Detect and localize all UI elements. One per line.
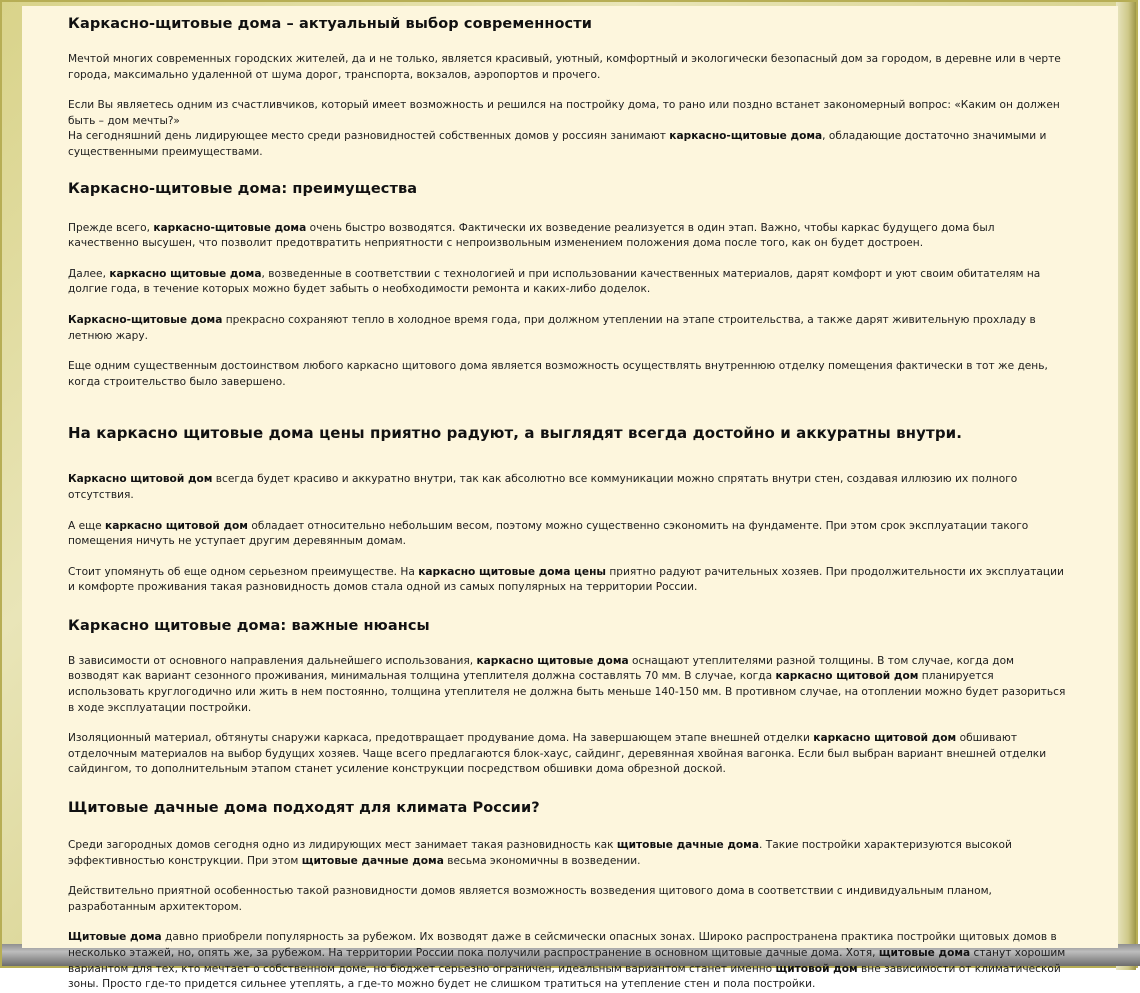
paragraph-advantage-2: Далее, каркасно щитовые дома, возведенные в соответствии с технологией и при использовании качественных материалов, дарят комфорт и уют своим обитателям на долгие года, в течение которых можно будет забыть о необходимости ремонта и каких-либо доделок. (68, 267, 1041, 296)
heading-nuances: Каркасно щитовые дома: важные нюансы (68, 617, 430, 634)
paragraph-climate-3: Щитовые дома давно приобрели популярность за рубежом. Их возводят даже в сейсмически опасных зонах. Широко распространена практика постройки щитовых домов в несколько этажей, но, опять же, за рубежом. На территории России пока получили распространение в основном щитовые дачные дома. Хотя, щитовые дома станут хорошим вариантом для тех, кто мечтает о собственном доме, но бюджет серьезно ограничен, идеальным вариантом станет именно щитовой дом вне зависимости от климатической зоны. Просто где-то придется сильнее утеплять, а где-то можно будет не слишком тратиться на утепление стен и пола постройки. (68, 931, 1066, 991)
paragraph-prices-2: А еще каркасно щитовой дом обладает относительно небольшим весом, поэтому можно существенно сэкономить на фундаменте. При этом срок эксплуатации такого помещения ничуть не уступает другим деревянным домам. (68, 519, 1029, 548)
paragraph-advantage-3: Каркасно-щитовые дома прекрасно сохраняют тепло в холодное время года, при должном утеплении на этапе строительства, а также дарят живительную прохладу в летнюю жару. (68, 313, 1036, 342)
heading-prices: На каркасно щитовые дома цены приятно радуют, а выглядят всегда достойно и аккуратны внутри. (68, 424, 963, 443)
heading-main: Каркасно-щитовые дома – актуальный выбор современности (68, 16, 593, 32)
paragraph-advantage-1: Прежде всего, каркасно-щитовые дома очень быстро возводятся. Фактически их возведение реализуется в один этап. Важно, чтобы каркас будущего дома был качественно высушен, что позволит предотвратить неприятности с непроизвольным изменением положения дома после того, как он будет достроен. (68, 221, 995, 250)
frame-bevel-right (1116, 2, 1136, 970)
paragraph-climate-1: Среди загородных домов сегодня одно из лидирующих мест занимает такая разновидность как щитовые дачные дома. Такие постройки характеризуются высокой эффективностью конструкции. При этом щитовые дачные дома весьма экономичны в возведении. (68, 839, 1012, 867)
paragraph-climate-2: Действительно приятной особенностью такой разновидности домов является возможность возведения щитового дома в соответствии с индивидуальным планом, разработанным архитектором. (68, 885, 992, 913)
paragraph-prices-3: Стоит упомянуть об еще одном серьезном преимуществе. На каркасно щитовые дома цены приятно радуют рачительных хозяев. При продолжительности их эксплуатации и комфорте проживания такая разновидность домов стала одной из самых популярных на территории России. (68, 565, 1064, 594)
paragraph-nuances-1: В зависимости от основного направления дальнейшего использования, каркасно щитовые дома оснащают утеплителями разной толщины. В том случае, когда дом возводят как вариант сезонного проживания, минимальная толщина утеплителя должна составлять 70 мм. В случае, когда каркасно щитовой дом планируется использовать круглогодично или жить в нем постоянно, толщина утеплителя не должна быть меньше 140-150 мм. В противном случае, на отоплении можно будет разориться в ходе эксплуатации постройки. (68, 654, 1066, 714)
paragraph-intro-2: Если Вы являетесь одним из счастливчиков, который имеет возможность и решился на постройку дома, то рано или поздно встанет закономерный вопрос: «Каким он должен быть – дом мечты?» На сегодняшний день лидирующее место среди разновидностей собственных домов у россиян занимают каркасно-щитовые дома, обладающие достаточно значимыми и существенными преимуществами. (68, 99, 1060, 158)
paragraph-nuances-2: Изоляционный материал, обтянуты снаружи каркаса, предотвращает продувание дома. На завершающем этапе внешней отделки каркасно щитовой дом обшивают отделочным материалов на выбор будущих хозяев. Чаще всего предлагаются блок-хаус, сайдинг, деревянная хвойная вагонка. Если был выбран вариант внешней отделки сайдингом, то дополнительным этапом станет усиление конструкции посредством обшивки дома обрезной доской. (68, 732, 1047, 776)
paragraph-prices-1: Каркасно щитовой дом всегда будет красиво и аккуратно внутри, так как абсолютно все коммуникации можно спрятать внутри стен, создавая иллюзию их полного отсутствия. (68, 473, 1018, 501)
paragraph-advantage-4: Еще одним существенным достоинством любого каркасно щитового дома является возможность осуществлять внутреннюю отделку помещения фактически в тот же день, когда строительство было завершено. (68, 360, 1048, 388)
heading-climate: Щитовые дачные дома подходят для климата России? (68, 800, 540, 817)
article-content (22, 6, 1118, 991)
paragraph-intro-1: Мечтой многих современных городских жителей, да и не только, является красивый, уютный, комфортный и экологически безопасный дом за городом, в деревне или в черте города, максимально удаленной от шума дорог, транспорта, вокзалов, аэропортов и прочего. (68, 53, 1061, 81)
heading-advantages: Каркасно-щитовые дома: преимущества (68, 180, 418, 197)
